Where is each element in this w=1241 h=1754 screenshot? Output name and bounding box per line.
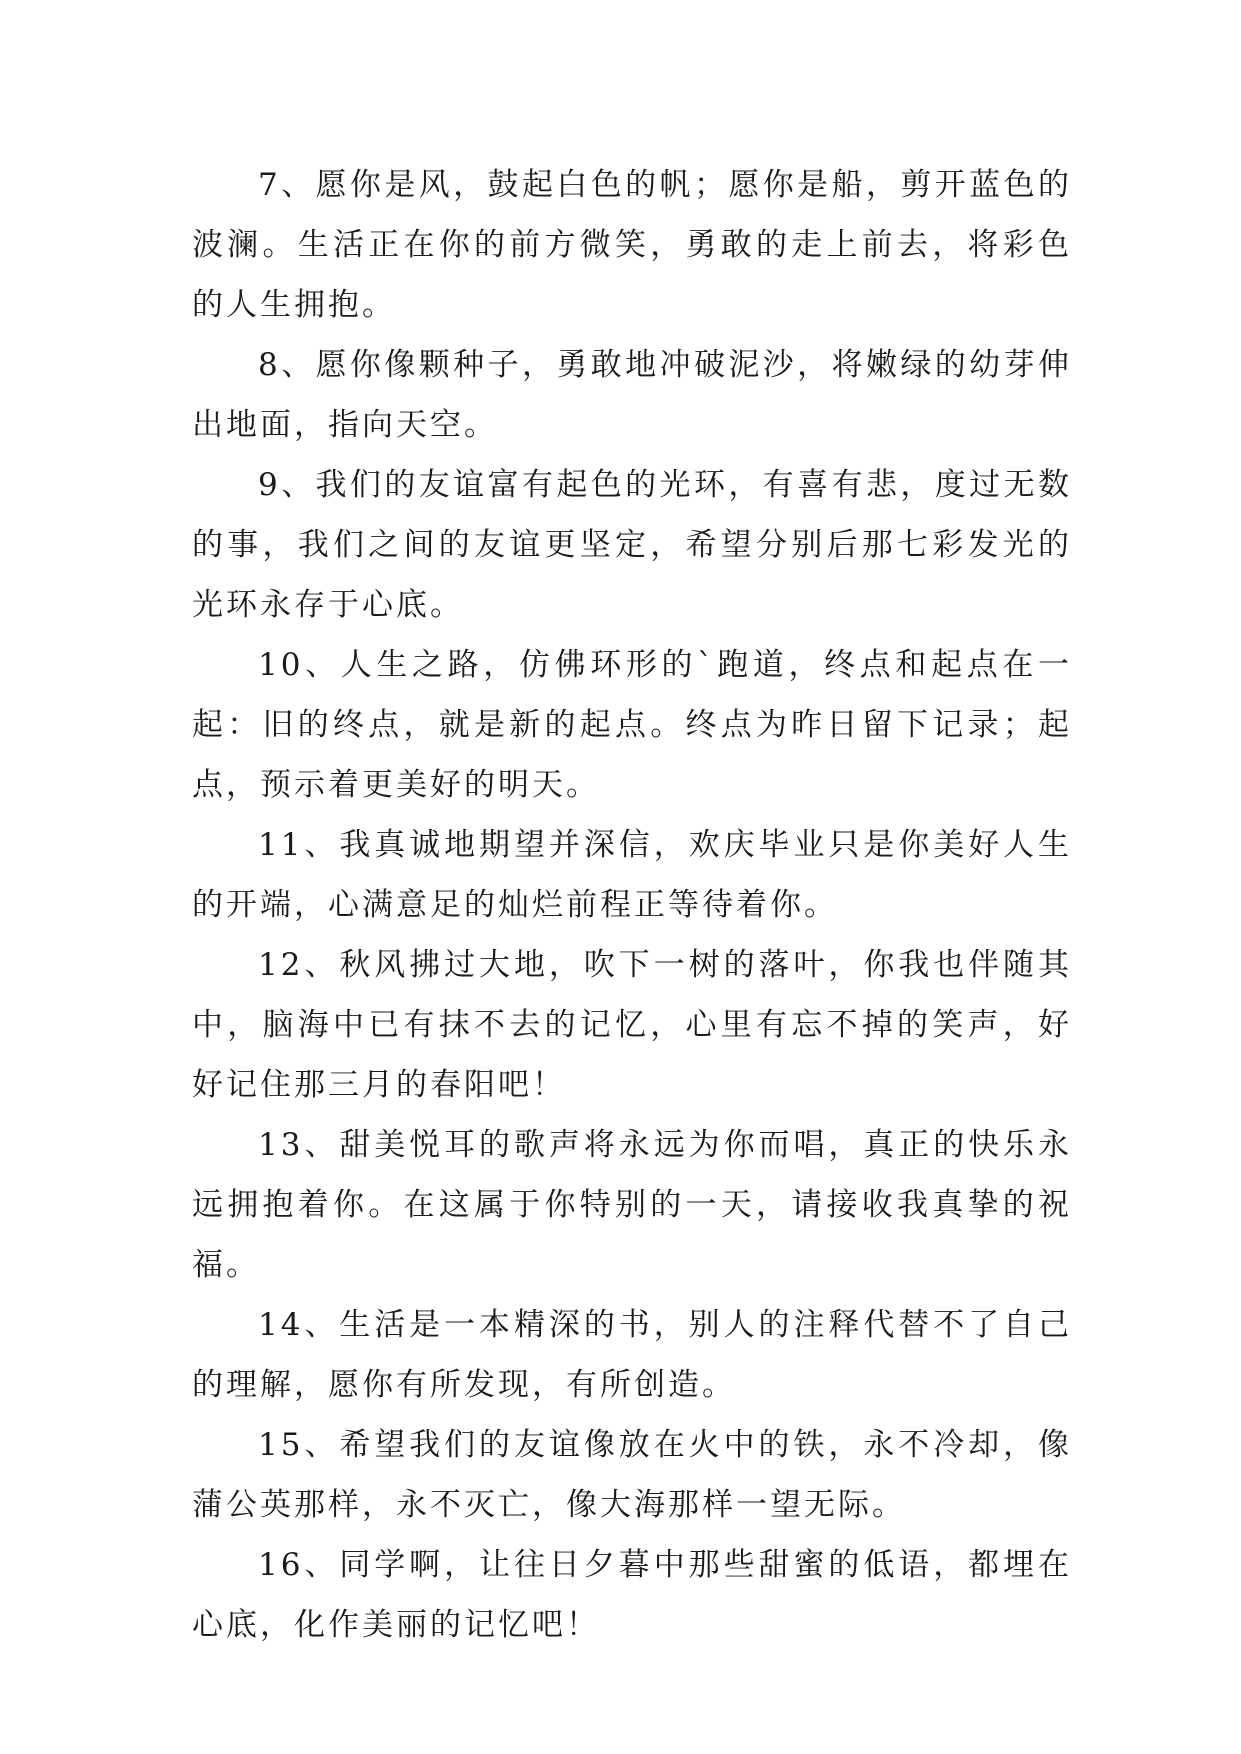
document-body	[192, 155, 1072, 1655]
paragraph-13: 13、甜美悦耳的歌声将永远为你而唱，真正的快乐永远拥抱着你。在这属于你特别的一天，请接收我真挚的祝福。	[192, 1127, 1072, 1283]
paragraph-14: 14、生活是一本精深的书，别人的注释代替不了自己的理解，愿你有所发现，有所创造。	[192, 1307, 1072, 1403]
paragraph-9: 9、我们的友谊富有起色的光环，有喜有悲，度过无数的事，我们之间的友谊更坚定，希望分别后那七彩发光的光环永存于心底。	[192, 467, 1072, 623]
paragraph-7: 7、愿你是风，鼓起白色的帆；愿你是船，剪开蓝色的波澜。生活正在你的前方微笑，勇敢的走上前去，将彩色的人生拥抱。	[192, 167, 1072, 323]
paragraph-8: 8、愿你像颗种子，勇敢地冲破泥沙，将嫩绿的幼芽伸出地面，指向天空。	[192, 347, 1072, 443]
paragraph-10: 10、人生之路，仿佛环形的`跑道，终点和起点在一起：旧的终点，就是新的起点。终点为昨日留下记录；起点，预示着更美好的明天。	[192, 647, 1072, 803]
paragraph-12: 12、秋风拂过大地，吹下一树的落叶，你我也伴随其中，脑海中已有抹不去的记忆，心里有忘不掉的笑声，好好记住那三月的春阳吧！	[192, 947, 1072, 1103]
paragraph-11: 11、我真诚地期望并深信，欢庆毕业只是你美好人生的开端，心满意足的灿烂前程正等待着你。	[192, 827, 1072, 923]
paragraph-16: 16、同学啊，让往日夕暮中那些甜蜜的低语，都埋在心底，化作美丽的记忆吧！	[192, 1547, 1072, 1643]
paragraph-15: 15、希望我们的友谊像放在火中的铁，永不冷却，像蒲公英那样，永不灭亡，像大海那样一望无际。	[192, 1427, 1072, 1523]
